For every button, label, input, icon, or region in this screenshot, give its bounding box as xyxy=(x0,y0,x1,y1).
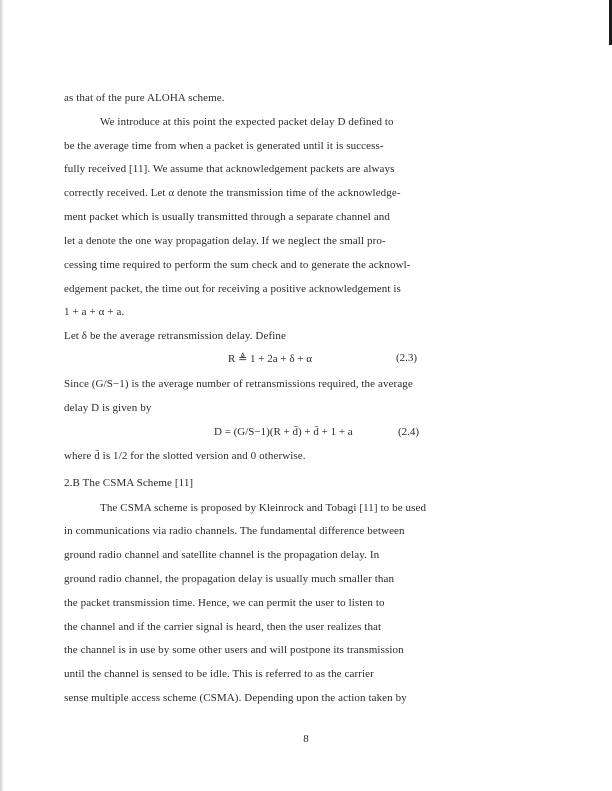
section-line-6: the channel and if the carrier signal is heard, then the user realizes that xyxy=(64,621,382,633)
section-line-3: ground radio channel and satellite channel is the propagation delay. In xyxy=(64,549,380,561)
scan-edge-left xyxy=(0,0,4,791)
paragraph-line-2: We introduce at this point the expected packet delay D defined to xyxy=(100,116,394,128)
paragraph-line-5: correctly received. Let α denote the transmission time of the acknowledge- xyxy=(64,187,401,199)
section-line-2: in communications via radio channels. The fundamental difference between xyxy=(64,525,405,537)
paragraph-line-9: edgement packet, the time out for receiving a positive acknowledgement is xyxy=(64,283,401,295)
paragraph-line-7: let a denote the one way propagation delay. If we neglect the small pro- xyxy=(64,235,386,247)
paragraph-line-4: fully received [11]. We assume that acknowledgement packets are always xyxy=(64,163,395,175)
equation-2-3: R ≜ 1 + 2a + δ + α xyxy=(228,353,312,365)
delay-line: delay D is given by xyxy=(64,402,152,414)
section-line-7: the channel is in use by some other users and will postpone its transmission xyxy=(64,644,404,656)
where-line: where d̄ is 1/2 for the slotted version and 0 otherwise. xyxy=(64,450,306,462)
paragraph-line-3: be the average time from when a packet is generated until it is success- xyxy=(64,140,384,152)
section-line-9: sense multiple access scheme (CSMA). Depending upon the action taken by xyxy=(64,692,407,704)
equation-2-3-number: (2.3) xyxy=(396,352,418,364)
section-line-8: until the channel is sensed to be idle. This is referred to as the carrier xyxy=(64,668,374,680)
section-line-5: the packet transmission time. Hence, we can permit the user to listen to xyxy=(64,597,385,609)
section-line-1: The CSMA scheme is proposed by Kleinrock and Tobagi [11] to be used xyxy=(100,502,427,514)
paragraph-line-8: cessing time required to perform the sum check and to generate the acknowl- xyxy=(64,259,411,271)
equation-2-4-number: (2.4) xyxy=(398,426,420,438)
paragraph-line-1: as that of the pure ALOHA scheme. xyxy=(64,92,225,104)
page-number: 8 xyxy=(303,733,309,745)
paragraph-line-11: Let δ be the average retransmission delay. Define xyxy=(64,330,286,342)
paragraph-line-10: 1 + a + α + a. xyxy=(64,306,125,318)
section-line-4: ground radio channel, the propagation delay is usually much smaller than xyxy=(64,573,395,585)
section-heading: 2.B The CSMA Scheme [11] xyxy=(64,477,194,489)
equation-2-4: D = (G/S−1)(R + d̄) + d̄ + 1 + a xyxy=(214,426,353,438)
since-line: Since (G/S−1) is the average number of retransmissions required, the average xyxy=(64,378,413,390)
paragraph-line-6: ment packet which is usually transmitted through a separate channel and xyxy=(64,211,390,223)
